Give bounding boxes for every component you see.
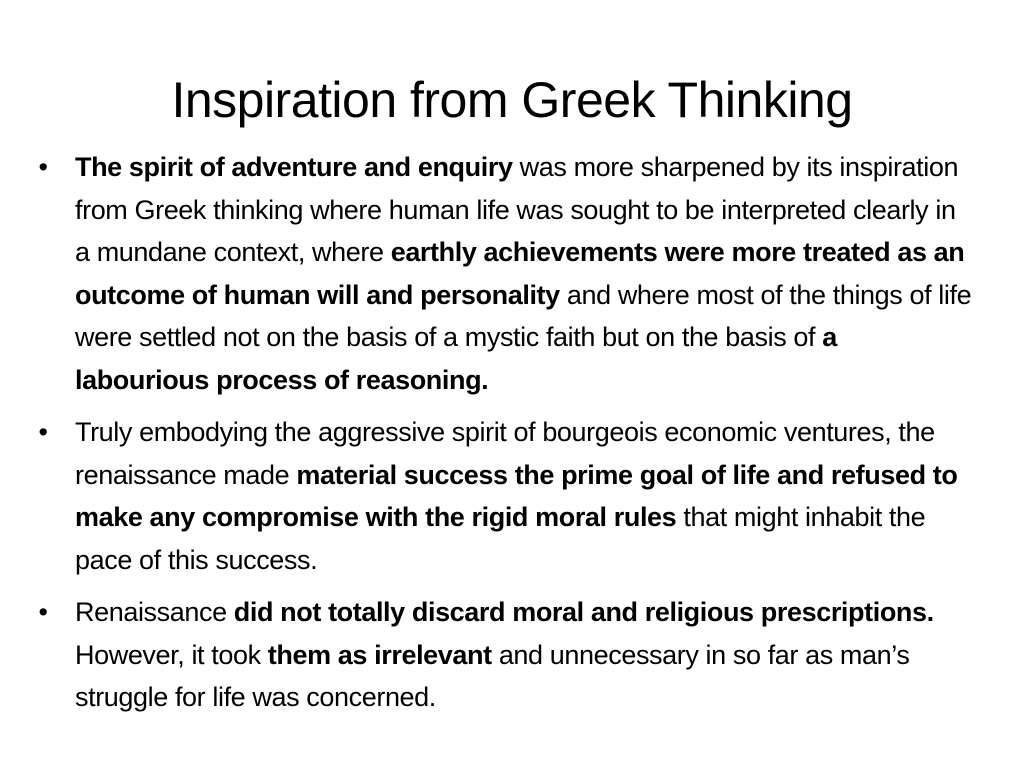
text-segment: and where most of the things of life were settled not on the basis of a mystic faith but on the basis of bbox=[75, 279, 972, 352]
bullet-icon: • bbox=[38, 152, 48, 182]
text-segment: However, it took bbox=[75, 639, 268, 670]
bullet-item bbox=[38, 591, 975, 719]
text-segment: that might inhabit the pace of this success. bbox=[75, 502, 926, 575]
bullet-icon: • bbox=[38, 417, 48, 447]
text-segment-bold: them as irrelevant bbox=[267, 639, 492, 670]
text-segment-bold: earthly achievements were more treated as an outcome of human will and personality bbox=[75, 237, 965, 310]
text-segment-bold: The spirit of adventure and enquiry bbox=[75, 152, 513, 182]
text-segment: Renaissance bbox=[75, 597, 234, 627]
slide-title: Inspiration from Greek Thinking bbox=[171, 72, 853, 128]
bullet-icon: • bbox=[38, 597, 48, 627]
bullet-text bbox=[75, 597, 934, 712]
bullet-item bbox=[38, 146, 975, 401]
bullet-list bbox=[38, 146, 975, 729]
text-segment: was more sharpened by its inspiration from Greek thinking where human life was sought to be interpreted clearly in a mundane context, where bbox=[75, 152, 959, 267]
text-segment: and unnecessary in so far as man’s struggle for life was concerned. bbox=[75, 639, 910, 712]
text-segment-bold: material success the prime goal of life and refused to make any compromise with the rigid moral rules bbox=[75, 459, 958, 532]
bullet-item bbox=[38, 411, 975, 581]
bullet-text bbox=[75, 417, 957, 575]
text-segment: Truly embodying the aggressive spirit of bourgeois economic ventures, the renaissance made bbox=[75, 417, 935, 490]
bullet-text bbox=[75, 152, 971, 395]
text-segment-bold: a labourious process of reasoning. bbox=[75, 322, 837, 395]
text-segment-bold: did not totally discard moral and religious prescriptions. bbox=[233, 597, 934, 627]
